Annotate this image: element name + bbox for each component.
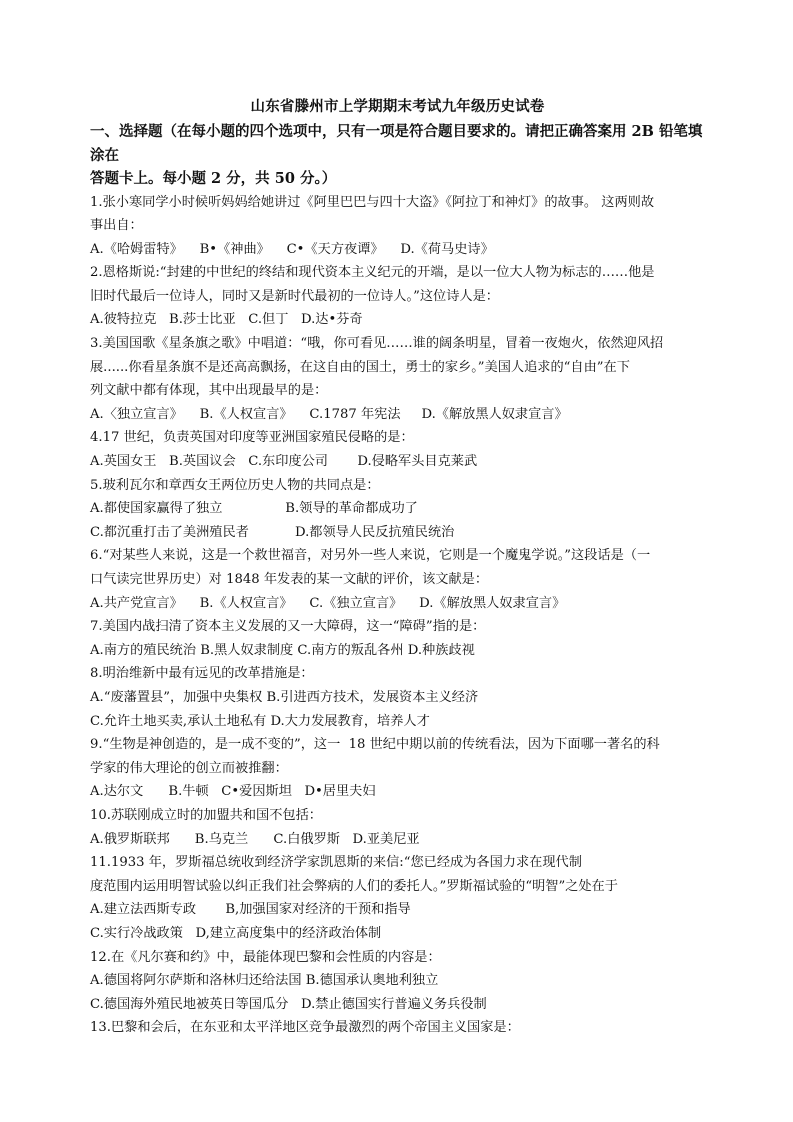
question-9-stem: 9.“生物是神创造的，是一成不变的”，这一 18 世纪中期以前的传统看法，因为下面哪一著名的科 xyxy=(90,737,660,753)
question-3-stem-continued-2: 列文献中都有体现，其中出现最早的是： xyxy=(90,383,328,399)
question-5-options-cd: C.都沉重打击了美洲殖民者 D.都领导人民反抗殖民统治 xyxy=(90,524,455,540)
section-heading: 一、选择题（在每小题的四个选项中，只有一项是符合题目要求的。请把正确答案用 2B 铅笔填涂在 xyxy=(90,123,703,164)
question-1-stem-continued: 事出自： xyxy=(90,218,143,234)
question-2-options: A.彼特拉克 B.莎士比亚 C.但丁 D.达•芬奇 xyxy=(90,312,363,328)
question-8-stem: 8.明治维新中最有远见的改革措施是： xyxy=(90,666,314,682)
question-7-options: A.南方的殖民统治 B.黑人奴隶制度 C.南方的叛乱各州 D.种族歧视 xyxy=(90,642,475,658)
question-10-stem: 10.苏联刚成立时的加盟共和国不包括： xyxy=(90,807,322,823)
question-13-stem: 13.巴黎和会后，在东亚和太平洋地区竞争最激烈的两个帝国主义国家是： xyxy=(90,1020,520,1036)
section-heading-continued: 答题卡上。每小题 2 分，共 50 分。） xyxy=(90,170,337,187)
question-4-options: A.英国女王 B.英国议会 C.东印度公司 D.侵略军头目克莱武 xyxy=(90,454,478,470)
question-12-stem: 12.在《凡尔赛和约》中，最能体现巴黎和会性质的内容是： xyxy=(90,949,441,965)
question-12-options-cd: C.德国海外殖民地被英日等国瓜分 D.禁止德国实行普遍义务兵役制 xyxy=(90,996,487,1012)
page-title: 山东省滕州市上学期期末考试九年级历史试卷 xyxy=(250,98,545,115)
question-4-stem: 4.17 世纪，负责英国对印度等亚洲国家殖民侵略的是： xyxy=(90,430,414,446)
question-11-stem-continued: 度范围内运用明智试验以纠正我们社会弊病的人们的委托人。”罗斯福试验的“明智”之处在于 xyxy=(90,878,618,894)
question-8-options-cd: C.允许土地买卖,承认土地私有 D.大力发展教育，培养人才 xyxy=(90,713,430,729)
question-10-options: A.俄罗斯联邦 B.乌克兰 C.白俄罗斯 D.亚美尼亚 xyxy=(90,831,420,847)
question-3-stem: 3.美国国歌《星条旗之歌》中唱道：“哦，你可看见……谁的阔条明星，冒着一夜炮火，依然迎风招 xyxy=(90,336,664,352)
question-11-stem: 11.1933 年，罗斯福总统收到经济学家凯恩斯的来信:“您已经成为各国力求在现代制 xyxy=(90,855,582,871)
question-5-options-ab: A.都使国家赢得了独立 B.领导的革命都成功了 xyxy=(90,501,418,517)
question-2-stem-continued: 旧时代最后一位诗人，同时又是新时代最初的一位诗人。”这位诗人是： xyxy=(90,288,499,304)
question-7-stem: 7.美国内战扫清了资本主义发展的又一大障碍，这一“障碍”指的是： xyxy=(90,619,486,635)
question-1-options: A.《哈姆雷特》 B•《神曲》 C•《天方夜谭》 D.《荷马史诗》 xyxy=(90,241,494,257)
question-6-stem-continued: 口气读完世界历史）对 1848 年发表的某一文献的评价，该文献是： xyxy=(90,572,489,587)
question-3-options: A.〈独立宣言》 B.《人权宣言》 C.1787 年宪法 D.《解放黑人奴隶宣言》 xyxy=(90,406,568,422)
question-9-options: A.达尔文 B.牛顿 C•爱因斯坦 D•居里夫妇 xyxy=(90,784,376,800)
question-3-stem-continued: 展......你看星条旗不是还高高飘扬，在这自由的国土，勇士的家乡。”美国人追求的“自由”在下 xyxy=(90,359,630,375)
question-6-stem: 6.“对某些人来说，这是一个救世福音，对另外一些人来说，它则是一个魔鬼学说。”这段话是（一 xyxy=(90,548,651,564)
question-9-stem-continued: 学家的伟大理论的创立而被推翻： xyxy=(90,760,288,776)
question-8-options-ab: A.“废藩置县”，加强中央集权 B.引进西方技术，发展资本主义经济 xyxy=(90,689,479,705)
question-11-options-ab: A.建立法西斯专政 B,加强国家对经济的干预和指导 xyxy=(90,902,411,918)
question-11-options-cd: C.实行冷战政策 D,建立高度集中的经济政治体制 xyxy=(90,925,382,941)
question-6-options: A.共产党宣言》 B.《人权宣言》 C.《独立宣言》 D.《解放黑人奴隶宣言》 xyxy=(90,595,566,611)
question-1-stem: 1.张小寒同学小时候听妈妈给她讲过《阿里巴巴与四十大盗》《阿拉丁和神灯》的故事。 这两则故 xyxy=(90,194,655,210)
question-12-options-ab: A.德国将阿尔萨斯和洛林归还给法国 B.德国承认奥地利独立 xyxy=(90,973,439,989)
question-5-stem: 5.玻利瓦尔和章西女王两位历史人物的共同点是： xyxy=(90,477,380,493)
question-2-stem: 2.恩格斯说:“封建的中世纪的终结和现代资本主义纪元的开端，是以一位大人物为标志的……他是 xyxy=(90,265,655,281)
